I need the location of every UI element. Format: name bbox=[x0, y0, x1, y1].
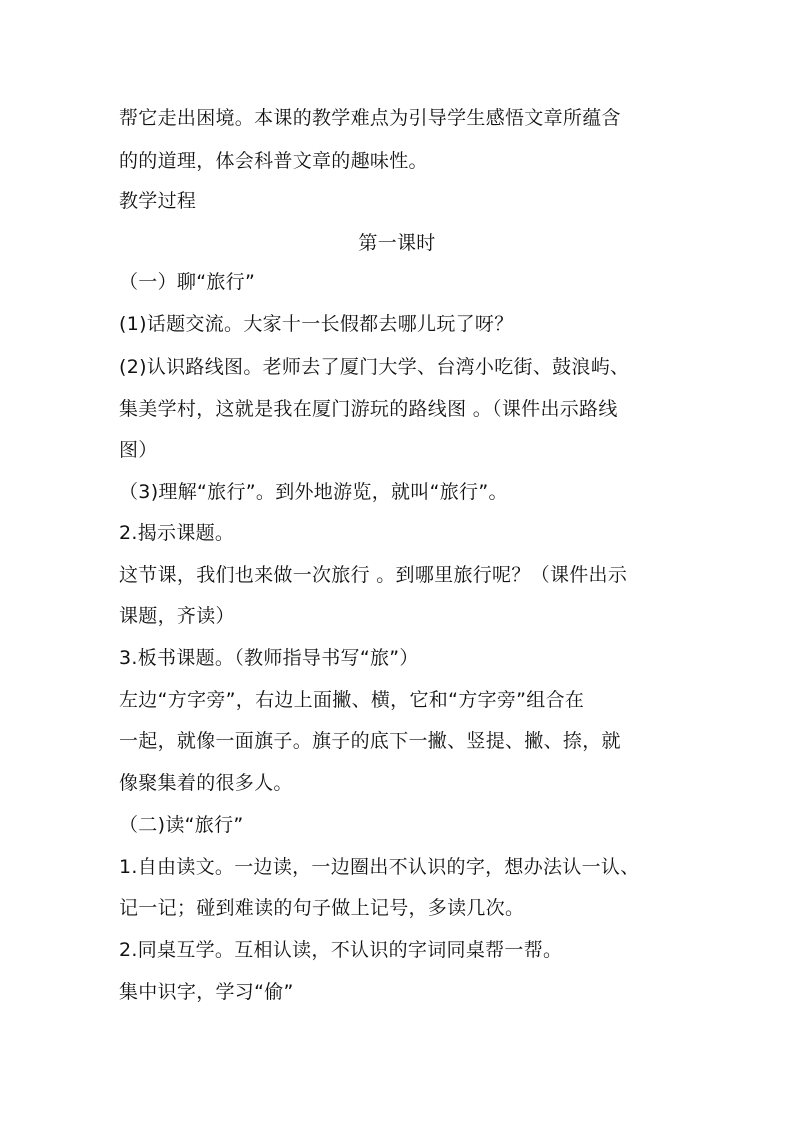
paragraph-line: 2.揭示课题。 bbox=[119, 522, 235, 544]
paragraph-line: 一起，就像一面旗子。旗子的底下一撇、竖提、撇、捺，就 bbox=[119, 730, 621, 752]
paragraph-line: 2.同桌互学。互相认读，不认识的字词同桌帮一帮。 bbox=[119, 939, 563, 961]
paragraph-line: 左边“方字旁”，右边上面撇、横，它和“方字旁”组合在 bbox=[119, 689, 585, 711]
paragraph-line: 1.自由读文。一边读，一边圈出不认识的字，想办法认一认、 bbox=[119, 856, 640, 878]
paragraph-line: 课题，齐读） bbox=[119, 605, 235, 627]
section-heading: 教学过程 bbox=[119, 190, 197, 212]
paragraph-line: (1)话题交流。大家十一长假都去哪儿玩了呀？ bbox=[119, 313, 514, 335]
paragraph-line: 3.板书课题。（教师指导书写“旅”） bbox=[119, 647, 419, 669]
paragraph-line: 集中识字，学习“偷” bbox=[119, 981, 294, 1003]
paragraph-line: 集美学村，这就是我在厦门游玩的路线图 。（课件出示路线 bbox=[119, 398, 618, 420]
paragraph-line: 帮它走出困境。本课的教学难点为引导学生感悟文章所蕴含 bbox=[119, 107, 621, 129]
paragraph-line: 图） bbox=[119, 439, 158, 461]
paragraph-line: 记一记；碰到难读的句子做上记号，多读几次。 bbox=[119, 897, 525, 919]
lesson-title: 第一课时 bbox=[358, 232, 436, 254]
subsection-heading: （二)读“旅行” bbox=[119, 814, 244, 836]
paragraph-line: 的的道理，体会科普文章的趣味性。 bbox=[119, 150, 428, 172]
paragraph-line: (2)认识路线图。老师去了厦门大学、台湾小吃街、鼓浪屿、 bbox=[119, 356, 630, 378]
paragraph-line: （3)理解“旅行”。到外地游览，就叫“旅行”。 bbox=[119, 481, 508, 503]
subsection-heading: （一）聊“旅行” bbox=[119, 271, 256, 293]
paragraph-line: 像聚集着的很多人。 bbox=[119, 772, 293, 794]
paragraph-line: 这节课，我们也来做一次旅行 。到哪里旅行呢？（课件出示 bbox=[119, 564, 628, 586]
